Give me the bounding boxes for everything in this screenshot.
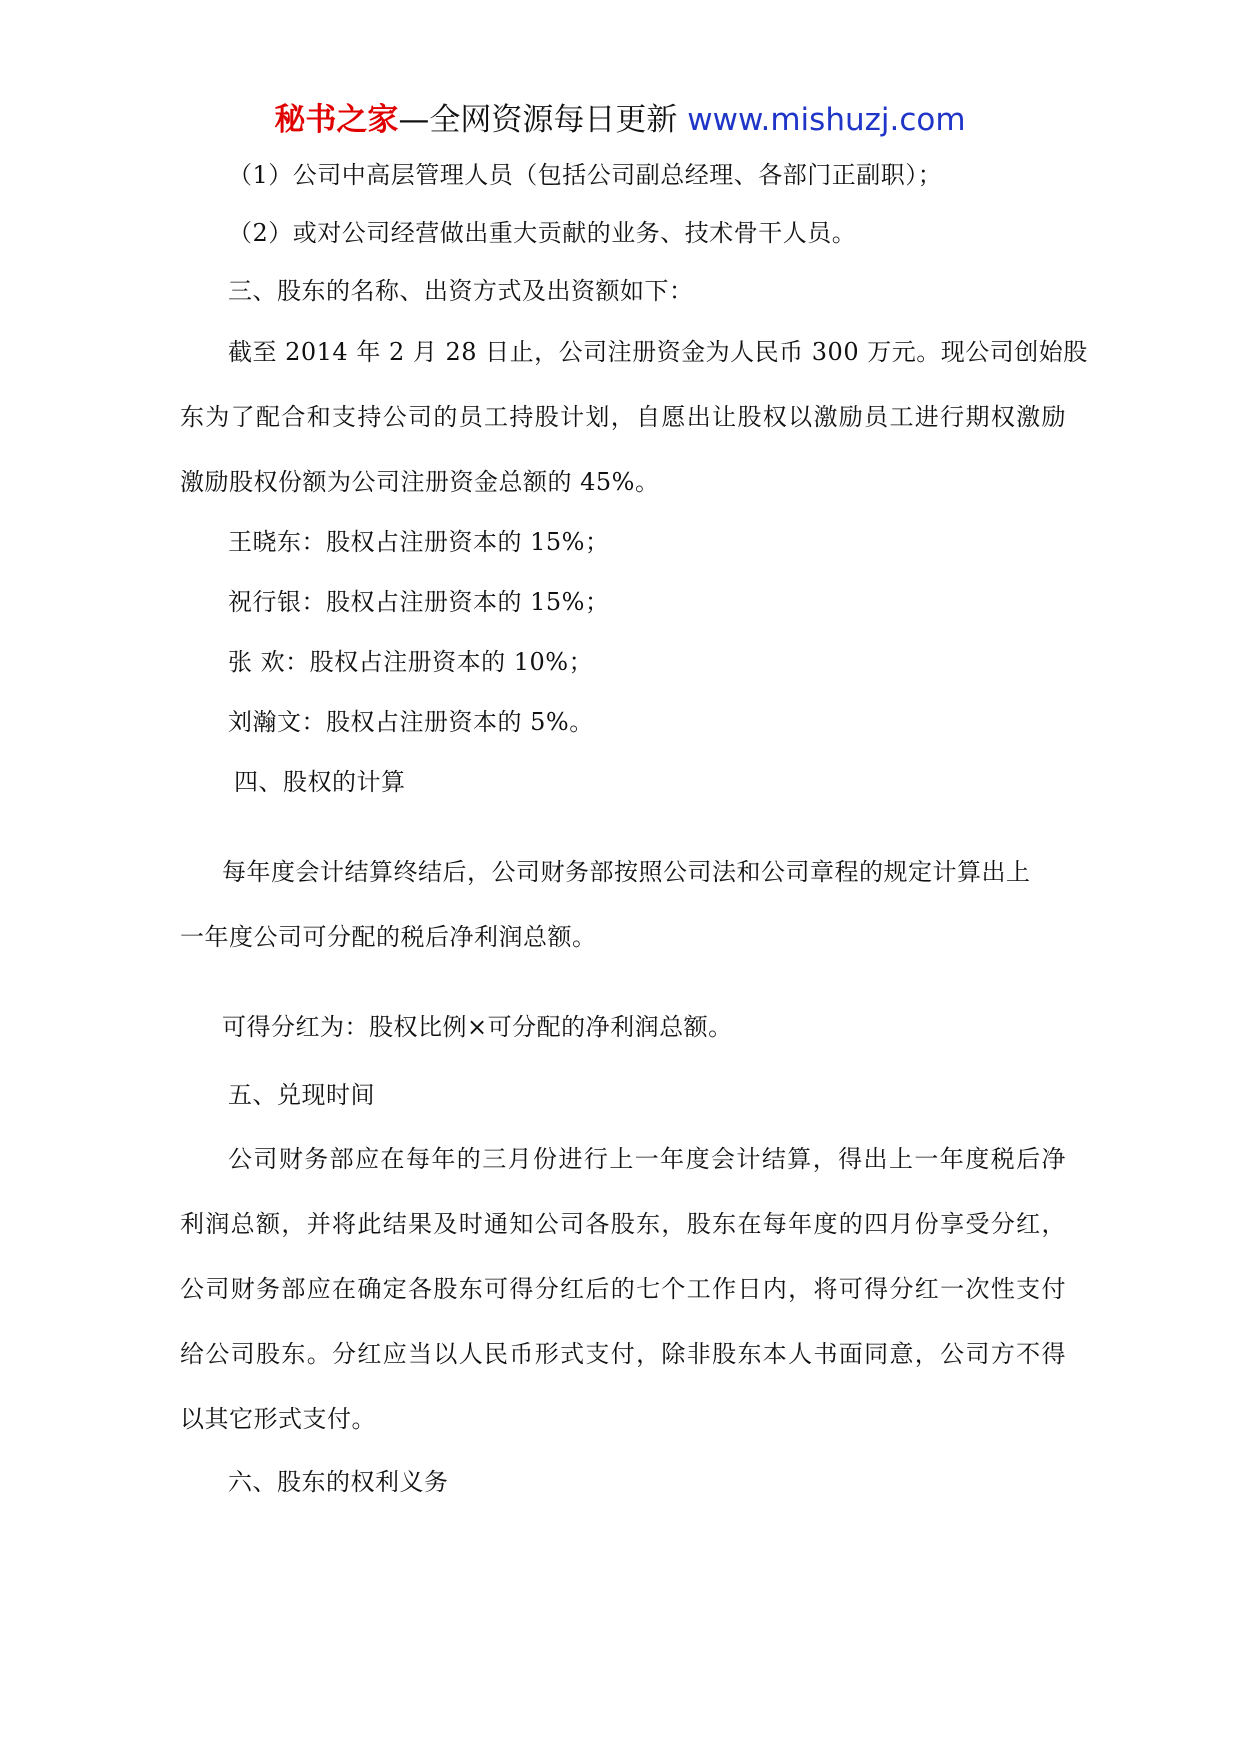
paragraph-calculation-line-2: 一年度公司可分配的税后净利润总额。 bbox=[180, 923, 597, 951]
paragraph-capital-line-3: 激励股权份额为公司注册资金总额的 45%。 bbox=[180, 468, 660, 496]
site-banner bbox=[0, 100, 1240, 140]
section-heading-3: 三、股东的名称、出资方式及出资额如下： bbox=[228, 277, 694, 305]
shareholder-item: 祝行银：股权占注册资本的 15%； bbox=[228, 588, 610, 616]
eligibility-item-1: （1）公司中高层管理人员（包括公司副总经理、各部门正副职）； bbox=[228, 161, 943, 189]
paragraph-payout-line-2: 利润总额，并将此结果及时通知公司各股东，股东在每年度的四月份享受分红， bbox=[180, 1210, 1066, 1238]
banner-url-link[interactable]: www.mishuzj.com bbox=[687, 102, 966, 138]
shareholder-item: 张 欢：股权占注册资本的 10%； bbox=[228, 648, 594, 676]
paragraph-calculation-line-1: 每年度会计结算终结后，公司财务部按照公司法和公司章程的规定计算出上 bbox=[222, 858, 1031, 886]
banner-brand: 秘书之家 bbox=[274, 102, 399, 138]
paragraph-capital-line-1: 截至 2014 年 2 月 28 日止，公司注册资金为人民币 300 万元。现公司创始股 bbox=[228, 338, 1088, 366]
section-heading-5: 五、兑现时间 bbox=[228, 1081, 375, 1109]
shareholder-item: 王晓东：股权占注册资本的 15%； bbox=[228, 528, 610, 556]
paragraph-payout-line-1: 公司财务部应在每年的三月份进行上一年度会计结算，得出上一年度税后净 bbox=[228, 1145, 1066, 1173]
section-heading-4: 四、股权的计算 bbox=[234, 768, 406, 796]
section-heading-6: 六、股东的权利义务 bbox=[228, 1468, 449, 1496]
banner-slogan: —全网资源每日更新 bbox=[398, 102, 678, 138]
shareholder-item: 刘瀚文：股权占注册资本的 5%。 bbox=[228, 708, 594, 736]
paragraph-payout-line-3: 公司财务部应在确定各股东可得分红后的七个工作日内，将可得分红一次性支付 bbox=[180, 1275, 1066, 1303]
eligibility-item-2: （2）或对公司经营做出重大贡献的业务、技术骨干人员。 bbox=[228, 219, 857, 247]
paragraph-payout-line-5: 以其它形式支付。 bbox=[180, 1405, 376, 1433]
paragraph-capital-line-2: 东为了配合和支持公司的员工持股计划，自愿出让股权以激励员工进行期权激励 bbox=[180, 403, 1066, 431]
paragraph-payout-line-4: 给公司股东。分红应当以人民币形式支付，除非股东本人书面同意，公司方不得 bbox=[180, 1340, 1066, 1368]
dividend-formula: 可得分红为：股权比例×可分配的净利润总额。 bbox=[222, 1013, 733, 1041]
